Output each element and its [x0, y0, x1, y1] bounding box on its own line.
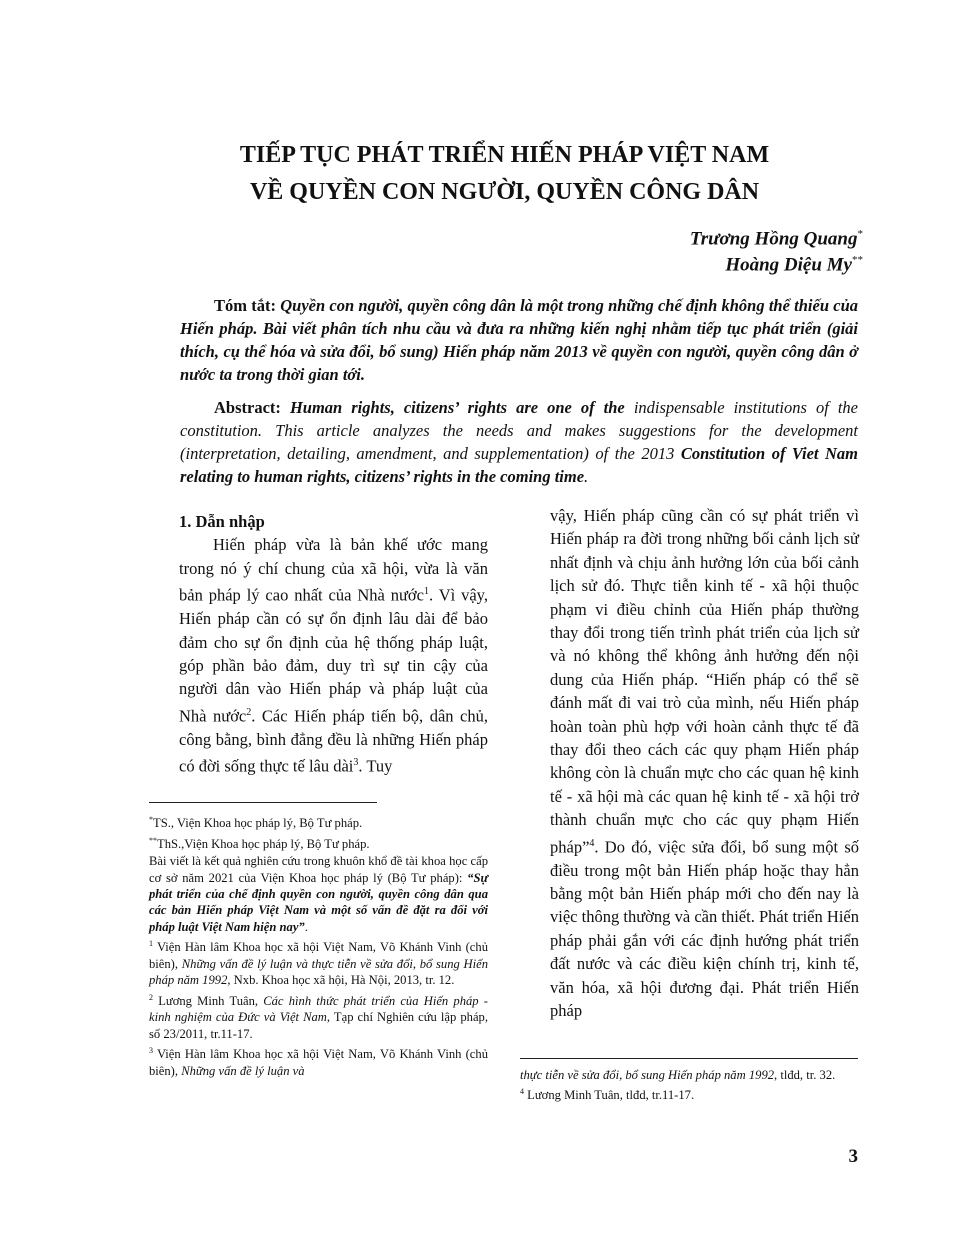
- footnote: [149, 853, 488, 935]
- footnote-text: , Tạp chí Nghiên cứu lập pháp, số 23/2011, tr.11-17.: [149, 1010, 488, 1041]
- abstract-en-middle: indispensable institutions of the constitution. This article analyzes the needs and makes suggestions for the development (interpretation, detailing, amendment, and supplementation) of the 2013: [180, 398, 859, 463]
- footnote: [149, 812, 488, 832]
- body-text: Hiến pháp vừa là bản khế ước mang trong nó ý chí chung của xã hội, vừa là văn bản pháp lý cao nhất của Nhà nước: [179, 535, 488, 605]
- abstract-en-label: Abstract:: [214, 398, 281, 417]
- author-footnote-mark: **: [852, 254, 863, 266]
- footnote-project-title: “Sự phát triển của chế định quyền con người, quyền công dân qua các bản Hiến pháp Việt Nam và một số vấn đề đặt ra đối với pháp luật Việt Nam hiện nay”: [149, 870, 488, 934]
- footnote-book-title: Những vấn đề lý luận và: [181, 1063, 305, 1078]
- footnote-text: .: [304, 919, 308, 934]
- body-text: . Tuy: [358, 756, 393, 776]
- footnote-continued: [520, 1067, 858, 1083]
- body-text: . Do đó, việc sửa đổi, bổ sung một số điều trong một bản Hiến pháp hoặc thay hẳn bằng một bản Hiến pháp mới cho đến nay là việc thông thường và cần thiết. Phát triển Hiến pháp phải gắn với các định hướng phát triển đất nước và các điều kiện chính trị, kinh tế, văn hóa, xã hội đương đại. Phát triển Hiến pháp: [550, 837, 859, 1021]
- footnote-text: Lương Minh Tuân, tlđd, tr.11-17.: [527, 1088, 695, 1103]
- author-footnote-mark: *: [857, 228, 863, 240]
- body-text: . Vì vậy, Hiến pháp cần có sự ổn định lâu dài để bảo đảm cho sự ổn định của hệ thống pháp luật, góp phần bảo đảm, duy trì sự tin cậy của người dân vào Hiến pháp và pháp luật của Nhà nước: [179, 585, 488, 726]
- footnote: [149, 936, 488, 988]
- body-paragraph: [179, 533, 488, 778]
- footnote-text: Viện Hàn lâm Khoa học xã hội Việt Nam, Võ Khánh Vinh (chủ biên),: [149, 1047, 488, 1078]
- footnote-mark: 3: [149, 1046, 153, 1056]
- footnote-separator: [149, 802, 377, 803]
- footnote-ref: 3: [353, 757, 359, 769]
- footnotes-left: [149, 812, 488, 1080]
- section-heading: 1. Dẫn nhập: [179, 512, 265, 531]
- title-line-2: VỀ QUYỀN CON NGƯỜI, QUYỀN CÔNG DÂN: [249, 179, 760, 205]
- footnote-ref: 1: [423, 586, 429, 598]
- footnote-text: Viện Hàn lâm Khoa học xã hội Việt Nam, Võ Khánh Vinh (chủ biên),: [149, 940, 488, 971]
- footnote-article-title: Các hình thức phát triển của Hiến pháp - kinh nghiệm của Đức và Việt Nam: [149, 993, 488, 1025]
- body-paragraph: [550, 504, 859, 1022]
- author-2: [725, 254, 863, 276]
- footnote-ref: 2: [246, 706, 252, 718]
- footnote-book-title: thực tiễn về sửa đổi, bổ sung Hiến pháp năm 1992: [520, 1068, 775, 1082]
- footnote: [149, 1043, 488, 1079]
- footnotes-right: [520, 1067, 858, 1105]
- abstract-english: [180, 396, 858, 488]
- author-name: Hoàng Diệu My: [725, 254, 852, 276]
- abstract-en-end: .: [584, 467, 589, 486]
- page-number: 3: [848, 1146, 858, 1167]
- abstract-vietnamese: [180, 294, 858, 386]
- body-column-right: [550, 504, 859, 1022]
- abstract-en-bold-end: Constitution of Viet Nam relating to human rights, citizens’ rights in the coming time: [180, 444, 858, 486]
- footnote-mark: 1: [149, 939, 153, 949]
- footnote-text: , tlđd, tr. 32.: [774, 1068, 836, 1082]
- footnote-text: TS., Viện Khoa học pháp lý, Bộ Tư pháp.: [153, 816, 363, 831]
- footnote-mark: *: [149, 815, 153, 824]
- footnote-text: Lương Minh Tuân,: [158, 993, 259, 1008]
- author-1: [690, 228, 863, 250]
- body-text: . Các Hiến pháp tiến bộ, dân chủ, công bằng, bình đẳng đều là những Hiến pháp có đời sống thực tế lâu dài: [179, 706, 488, 776]
- footnote: [149, 833, 488, 853]
- body-column-left: [179, 510, 488, 778]
- body-text: vậy, Hiến pháp cũng cần có sự phát triển vì Hiến pháp ra đời trong những bối cảnh lịch sử nhất định và chịu ảnh hưởng lớn của bối cảnh lịch sử đó. Thực tiễn kinh tế - xã hội thuộc phạm vi điều chỉnh của Hiến pháp thường thay đổi trong tiến trình phát triển của lịch sử và nó không thể không ảnh hưởng đến nội dung của Hiến pháp. “Hiến pháp có thể sẽ đánh mất đi vai trò của mình, nếu Hiến pháp hoàn toàn phù hợp với hoàn cảnh thực tế đã thay đổi theo cách các quy phạm Hiến pháp không còn là chuẩn mực cho các quan hệ kinh tế - xã hội mà các quan hệ kinh tế - xã hội trở thành chuẩn mực cho các quy phạm Hiến pháp”: [550, 506, 859, 857]
- footnote-text: , Nxb. Khoa học xã hội, Hà Nội, 2013, tr. 12.: [227, 973, 455, 988]
- footnote-separator: [520, 1058, 858, 1059]
- author-name: Trương Hồng Quang: [689, 228, 858, 250]
- footnote: [149, 990, 488, 1042]
- footnote: [520, 1084, 858, 1104]
- footnote-mark: 4: [520, 1087, 524, 1097]
- footnote-ref: 4: [589, 837, 595, 849]
- footnote-text: Bài viết là kết quả nghiên cứu trong khuôn khổ đề tài khoa học cấp cơ sở năm 2021 của Viện Khoa học pháp lý (Bộ Tư pháp):: [149, 854, 488, 885]
- footnote-text: ThS.,Viện Khoa học pháp lý, Bộ Tư pháp.: [157, 836, 370, 851]
- title-line-1: TIẾP TỤC PHÁT TRIỂN HIẾN PHÁP VIỆT NAM: [239, 142, 770, 168]
- abstract-vi-text: Quyền con người, quyền công dân là một trong những chế định không thể thiếu của Hiến pháp. Bài viết phân tích nhu cầu và đưa ra những kiến nghị nhằm tiếp tục phát triển (giải thích, cụ thể hóa và sửa đổi, bổ sung) Hiến pháp năm 2013 về quyền con người, quyền công dân ở nước ta trong thời gian tới.: [180, 296, 858, 384]
- footnote-mark: 2: [149, 992, 153, 1002]
- footnote-mark: **: [149, 835, 157, 845]
- abstract-en-bold-start: Human rights, citizens’ rights are one of the: [289, 398, 625, 417]
- abstract-vi-label: Tóm tắt:: [214, 296, 276, 315]
- footnote-book-title: Những vấn đề lý luận và thực tiễn về sửa đổi, bổ sung Hiến pháp năm 1992: [149, 956, 489, 988]
